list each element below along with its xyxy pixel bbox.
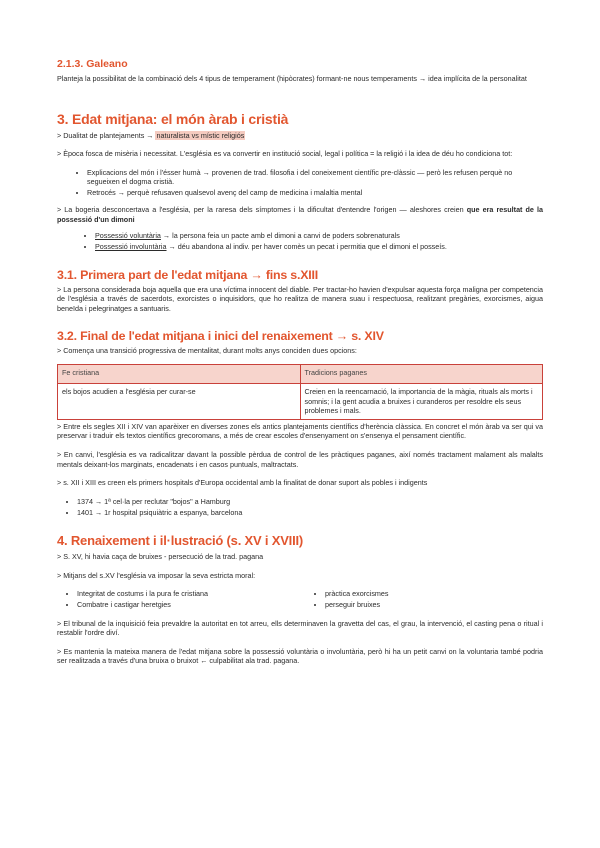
paragraph-epoca: > Època fosca de misèria i necessitat. L'església es va convertir en institució social, legal i política = la religió i la idea de déu ho condiciona tot: bbox=[57, 149, 513, 159]
list-item: • Retrocés → perquè refusaven qualsevol avenç del camp de medicina i malaltia mental bbox=[87, 188, 543, 198]
paragraph: > La persona considerada boja aquella que era una víctima innocent del diable. Per tractar-ho havien d'expulsar aquesta força maligna per competencia de l'església a través de sacerdots, exorcistes o inquisidors, que ho realitza de manera suau i respectuosa, realitzant pregàries, exorcismes, aigua beneïda i pelegrinatges a santuaris. bbox=[57, 284, 543, 313]
section-title: 3.1. Primera part de l'edat mitjana → fins s.XIII bbox=[57, 267, 319, 282]
dualitat-prefix: > Dualitat de plantejaments → bbox=[57, 130, 156, 140]
table-header: Fe cristiana bbox=[58, 365, 301, 384]
bullet-list-right bbox=[295, 589, 543, 611]
table-row bbox=[58, 384, 543, 420]
paragraph: > Mitjans del s.XV l'església va imposar la seva estricta moral: bbox=[57, 571, 256, 581]
paragraph: > El tribunal de la inquisició feia prevaldre la autoritat en tot arreu, ells determinaven la gravetta del cas, el grau, la intervenció, el casting pena o ritual i restablir l'ordre diví. bbox=[57, 618, 543, 638]
section-3-1 bbox=[57, 267, 543, 314]
underlined-label: Possessió voluntària bbox=[95, 231, 161, 241]
section-2-1-3 bbox=[57, 58, 543, 84]
section-4 bbox=[57, 533, 543, 666]
list-item: • 1374 → 1ª cel·la per reclutar "bojos" a Hamburg bbox=[77, 497, 543, 507]
section-title: 2.1.3. Galeano bbox=[57, 58, 128, 70]
document-page bbox=[57, 58, 543, 666]
list-item: • Explicacions del món i l'ésser humà → provenen de trad. filosofia i del coneixement científic pre-clàssic — però les refusen perquè no segueixen el dogma cristià. bbox=[87, 168, 543, 187]
section-title: 4. Renaixement i il·lustració (s. XV i XVIII) bbox=[57, 533, 304, 549]
paragraph-dualitat bbox=[57, 131, 543, 141]
section-title: 3. Edat mitjana: el món àrab i cristià bbox=[57, 110, 289, 127]
paragraph: > Entre els segles XII i XIV van aparèixer en diverses zones els antics plantejaments científics d'herència clàssica. En concret el món àrab va ser qui va preservar i traduir els textos científics grecoromans, a més de crear escoles d'ensenyament on s'ensenya el pensament científic. bbox=[57, 421, 543, 441]
list-text: → déu abandona al indiv. per haver comès un pecat i permitia que el dimoni el posseís. bbox=[166, 242, 447, 252]
possession-list bbox=[57, 231, 543, 252]
paragraph: > S. XV, hi havia caça de bruixes - persecució de la trad. pagana bbox=[57, 552, 264, 562]
list-item bbox=[95, 231, 543, 241]
list-text: → la persona feia un pacte amb el dimoni a canvi de poders sobrenaturals bbox=[160, 231, 400, 241]
table-cell: els bojos acudien a l'església per curar-se bbox=[58, 384, 301, 420]
comparison-table bbox=[57, 364, 543, 420]
section-3-2 bbox=[57, 328, 543, 518]
paragraph-bogeria bbox=[57, 205, 543, 224]
paragraph-intro: > Comença una transició progressiva de mentalitat, durant molts anys conciden dues opcions: bbox=[57, 345, 357, 355]
two-column-list bbox=[57, 589, 543, 611]
table-header-row bbox=[58, 365, 543, 384]
bold-text: que era resultat de la possessió d'un dimoni bbox=[57, 204, 544, 224]
paragraph: > En canvi, l'església es va radicalitzar davant la possible pèrdua de control de les pràctiques paganes, així només tractament malament als malalts mentals deixant-los marginats, encadenats i en casos puntuals, maltractats. bbox=[57, 450, 543, 469]
list-item bbox=[95, 242, 543, 252]
table-header: Tradicions paganes bbox=[300, 365, 543, 384]
list-item: • perseguir bruixes bbox=[325, 600, 543, 610]
section-title: 3.2. Final de l'edat mitjana i inici del renaixement → s. XIV bbox=[57, 328, 384, 343]
list-item: • pràctica exorcismes bbox=[325, 589, 543, 599]
list-item: • Combatre i castigar heretgies bbox=[77, 600, 295, 610]
highlighted-text: naturalista vs místic religiós bbox=[156, 130, 245, 140]
section-3 bbox=[57, 110, 543, 252]
bogeria-text: > La bogeria desconcertava a l'església, per la raresa dels símptomes i la dificultat d'entendre l'origen — aleshores creien bbox=[57, 204, 467, 214]
table-cell: Creien en la reencarnació, la importancia de la màgia, rituals als morts i somnis; i la gent acudia a bruixes i curanderos per resoldre els seus problemes i mals. bbox=[300, 384, 543, 420]
bullet-list-left bbox=[57, 589, 295, 611]
bullet-list bbox=[57, 168, 543, 198]
paragraph: > Es mantenia la mateixa manera de l'edat mitjana sobre la possessió voluntària o involuntària, però hi ha un petit canvi on la voluntaria també podria ser realitzada a través d'una bruixa o bruixot ← culpabilitat ala trad. pagana. bbox=[57, 646, 543, 666]
list-item: • Integritat de costums i la pura fe cristiana bbox=[77, 589, 295, 599]
bullet-list bbox=[57, 497, 543, 518]
paragraph: Planteja la possibilitat de la combinació dels 4 tipus de temperament (hipòcrates) formant-ne nous temperaments → idea implícita de la personalitat bbox=[57, 74, 527, 83]
paragraph: > s. XII i XIII es creen els primers hospitals d'Europa occidental amb la finalitat de donar suport als pobles i indigents bbox=[57, 478, 428, 488]
underlined-label: Possessió involuntària bbox=[95, 242, 167, 252]
list-item: • 1401 → 1r hospital psiquiàtric a espanya, barcelona bbox=[77, 508, 543, 518]
